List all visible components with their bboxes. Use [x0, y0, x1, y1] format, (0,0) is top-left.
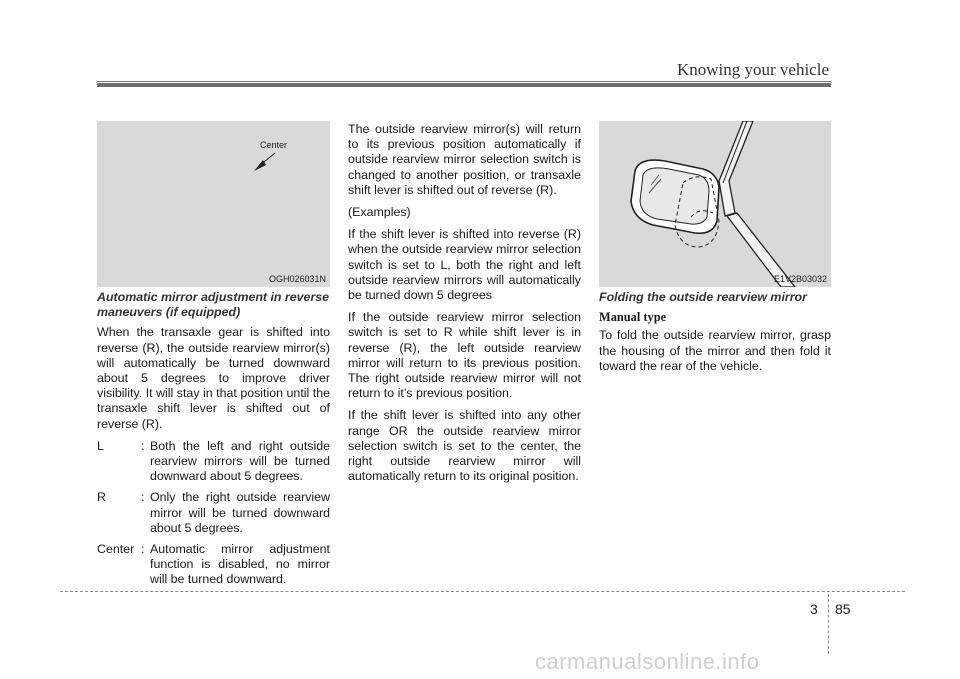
arrow-icon [97, 121, 330, 287]
column-left [97, 290, 330, 594]
figure-code: E1V2B03032 [773, 274, 827, 284]
list-colon: : [141, 438, 145, 453]
paragraph: If the shift lever is shifted into reverse (R) when the outside rearview mirror selection switch is set to L, both the right and left outside rearview mirrors will automatically be turned down 5 degrees [348, 227, 581, 303]
list-term: L [97, 438, 104, 453]
side-mirror-illustration [599, 121, 831, 287]
list-description: Only the right outside rearview mirror will be turned downward about 5 degrees. [150, 490, 330, 535]
page-number: 85 [835, 601, 851, 617]
section-heading: Automatic mirror adjustment in reverse maneuvers (if equipped) [97, 290, 330, 320]
chapter-number: 3 [810, 601, 818, 617]
list-description: Both the left and right outside rearview mirrors will be turned downward about 5 degrees. [150, 438, 330, 484]
list-term: R [97, 490, 106, 505]
paragraph: If the shift lever is shifted into any other range OR the outside rearview mirror selection switch is set to the center, the right outside rearview mirror will automatically return to its original position. [348, 408, 581, 484]
folding-mirror-figure [599, 121, 831, 287]
paragraph: If the outside rearview mirror selection switch is set to R while shift lever is in reverse (R), the left outside rearview mirror will return to its previous position. The right outside rearview mirror will not return to it’s previous position. [348, 310, 581, 401]
figure-code: OGH026031N [268, 274, 326, 284]
watermark: carmanualsonline.info [535, 649, 760, 674]
list-item [97, 542, 330, 588]
footer-rule [60, 591, 905, 592]
center-switch-figure [97, 121, 330, 287]
paragraph: To fold the outside rearview mirror, grasp the housing of the mirror and then fold it toward the rear of the vehicle. [599, 328, 831, 373]
intro-paragraph: When the transaxle gear is shifted into reverse (R), the outside rearview mirror(s) will automatically be turned downward about 5 degrees to improve driver visibility. It will stay in that position until the transaxle shift lever is shifted out of reverse (R). [97, 325, 330, 431]
header-rule [97, 81, 831, 87]
list-term: Center [97, 542, 135, 557]
page-header-title: Knowing your vehicle [676, 60, 829, 79]
list-colon: : [141, 542, 145, 557]
section-heading: Folding the outside rearview mirror [599, 290, 807, 304]
list-item [97, 439, 330, 485]
column-right [599, 290, 831, 381]
column-middle [348, 122, 581, 491]
footer-divider [828, 594, 829, 654]
list-description: Automatic mirror adjustment function is disabled, no mirror will be turned downward. [150, 542, 330, 587]
list-colon: : [141, 490, 145, 505]
switch-position-list [97, 439, 330, 588]
paragraph: (Examples) [348, 205, 411, 220]
list-item [97, 490, 330, 536]
paragraph: The outside rearview mirror(s) will return to its previous position automatically if outside rearview mirror selection switch is changed to another position, or transaxle shift lever is shifted out of reverse (R). [348, 122, 581, 197]
figure-label-center: Center [260, 140, 288, 150]
subsection-heading: Manual type [599, 310, 667, 325]
